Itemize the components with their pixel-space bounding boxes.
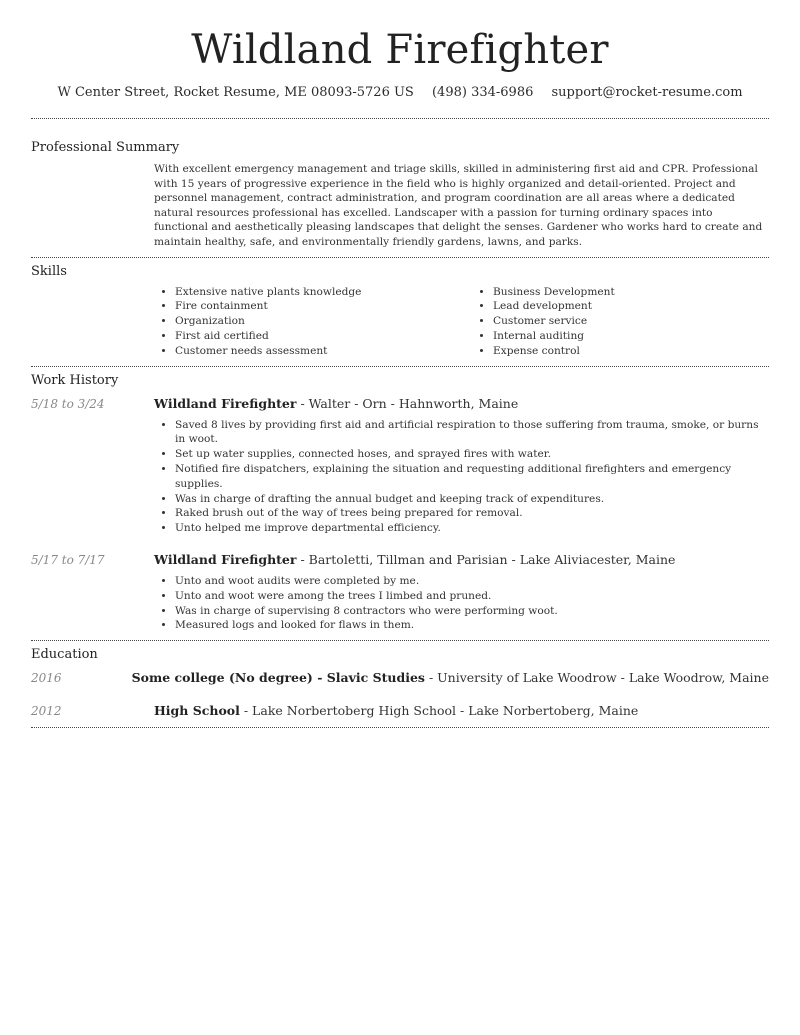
job-bullet: • Was in charge of drafting the annual budget and keeping track of expenditures. (175, 492, 769, 507)
contact-email: support@rocket-resume.com (551, 85, 743, 100)
skills-column-right (472, 285, 769, 359)
job-employer: - Bartoletti, Tillman and Parisian - Lake Aliviacester, Maine (296, 551, 676, 567)
skills-list (154, 285, 769, 359)
job-dates: 5/18 to 3/24 (31, 396, 105, 411)
section-title-skills: Skills (31, 263, 67, 279)
job-bullet: • Raked brush out of the way of trees being prepared for removal. (175, 506, 769, 521)
job-bullet: • Unto and woot were among the trees I limbed and pruned. (175, 589, 769, 604)
education-year: 2012 (31, 704, 62, 719)
education-item (31, 702, 769, 720)
education-degree: High School (154, 703, 240, 719)
skill-item: • Business Development (493, 285, 769, 300)
skill-item: • Customer needs assessment (175, 344, 451, 359)
job-role: Wildland Firefighter (154, 395, 297, 411)
skill-item: • Extensive native plants knowledge (175, 285, 451, 300)
education-degree: Some college (No degree) - Slavic Studies (131, 670, 425, 686)
section-title-work: Work History (31, 372, 119, 388)
job-bullet: • Measured logs and looked for flaws in them. (175, 618, 769, 633)
contact-phone: (498) 334-6986 (431, 85, 534, 100)
job-bullets (154, 418, 769, 536)
summary-text: With excellent emergency management and triage skills, skilled in administering first aid and CPR. Professional with 15 years of progressive experience in the field who is highly organized and detail-oriented. Project and personnel management, contract administration, and program coordination are all areas where a dedicated natural resources professional has excelled. Landscaper with a passion for turning ordinary spaces into functional and aesthetically pleasing landscapes that delight the senses. Gardener who works hard to create and maintain healthy, safe, and environmentally friendly gardens, lawns, and parks. (154, 163, 763, 248)
education-line (154, 702, 638, 720)
job-title-line (154, 395, 518, 413)
job-dates: 5/17 to 7/17 (31, 552, 105, 567)
section-title-summary: Professional Summary (31, 140, 180, 155)
divider (31, 366, 769, 367)
skill-item: • Expense control (493, 344, 769, 359)
skills-column-left (154, 285, 451, 359)
job-bullet: • Unto and woot audits were completed by me. (175, 574, 769, 589)
job-bullets (154, 574, 769, 633)
contact-line (31, 84, 769, 102)
resume-page (31, 0, 769, 728)
divider (31, 257, 769, 258)
skill-item: • First aid certified (175, 329, 451, 344)
divider (31, 640, 769, 641)
job-employer: - Walter - Orn - Hahnworth, Maine (296, 395, 519, 411)
job-bullet: • Notified fire dispatchers, explaining the situation and requesting additional firefighters and emergency supplies. (175, 462, 769, 492)
job-header (31, 395, 769, 413)
skill-item: • Lead development (493, 299, 769, 314)
skill-item: • Customer service (493, 314, 769, 329)
job-bullet: • Unto helped me improve departmental efficiency. (175, 521, 769, 536)
divider (31, 118, 769, 119)
job-bullet: • Was in charge of supervising 8 contractors who were performing woot. (175, 604, 769, 619)
education-school: - Lake Norbertoberg High School - Lake Norbertoberg, Maine (239, 703, 639, 719)
education-line (132, 669, 769, 687)
job-role: Wildland Firefighter (154, 551, 297, 567)
job-header (31, 551, 769, 569)
resume-name: Wildland Firefighter (191, 27, 609, 73)
skill-item: • Fire containment (175, 299, 451, 314)
education-school: - University of Lake Woodrow - Lake Woodrow, Maine (424, 670, 769, 686)
section-title-education: Education (31, 647, 98, 663)
divider (31, 727, 769, 728)
education-year: 2016 (31, 671, 62, 686)
skill-item: • Internal auditing (493, 329, 769, 344)
job-bullet: • Saved 8 lives by providing first aid and artificial respiration to those suffering from trauma, smoke, or burns in woot. (175, 418, 769, 448)
job-bullet: • Set up water supplies, connected hoses, and sprayed fires with water. (175, 447, 769, 462)
skill-item: • Organization (175, 314, 451, 329)
contact-address: W Center Street, Rocket Resume, ME 08093-5726 US (57, 85, 414, 100)
education-item (31, 669, 769, 687)
job-title-line (154, 551, 675, 569)
